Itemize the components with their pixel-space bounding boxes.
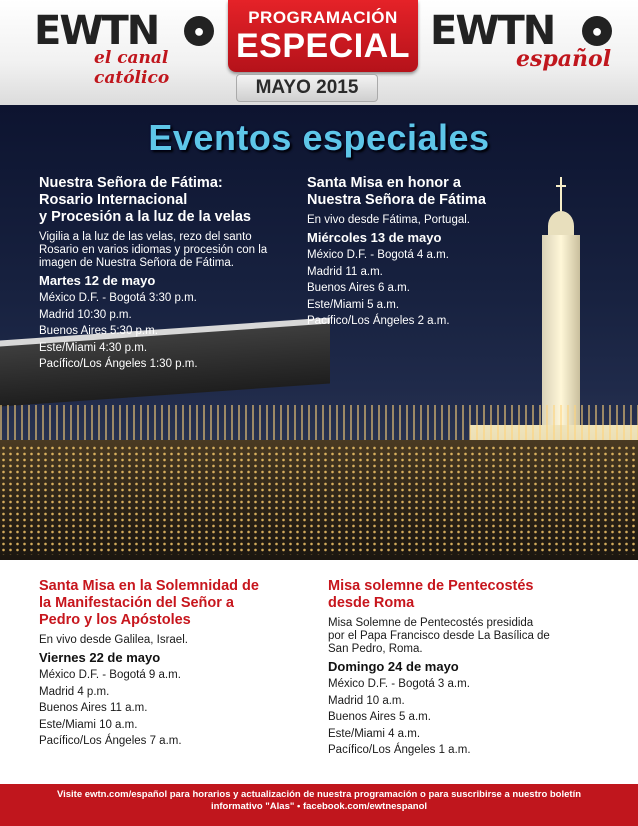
event-time: Este/Miami 4 a.m. (328, 727, 421, 740)
event-description: Vigilia a la luz de las velas, rezo del santo Rosario en varios idiomas y procesión con la imagen de Nuestra Señora de Fátima. (39, 231, 268, 269)
event-title: Misa solemne de Pentecostés desde Roma (328, 578, 534, 611)
logo-tagline: el canal católico (94, 48, 170, 88)
page-title: Eventos especiales (148, 117, 490, 158)
event-time: México D.F. - Bogotá 3:30 p.m. (39, 292, 197, 304)
event-time: Este/Miami 5 a.m. (307, 298, 400, 311)
event-misa-galilea (39, 578, 299, 750)
event-time: México D.F. - Bogotá 9 a.m. (39, 669, 181, 681)
event-time: Madrid 11 a.m. (307, 265, 383, 278)
event-time: Buenos Aires 5 a.m. (328, 711, 431, 723)
event-time: Pacífico/Los Ángeles 1:30 p.m. (39, 358, 198, 370)
event-rosario-fatima (39, 175, 284, 373)
badge-line-2: ESPECIAL (235, 27, 411, 65)
event-misa-fatima (307, 175, 557, 330)
crowd-candles (0, 445, 638, 555)
ewtn-catolico-logo (34, 8, 220, 88)
month-badge: MAYO 2015 (236, 74, 378, 102)
event-title: Santa Misa en honor a Nuestra Señora de Fátima (307, 175, 486, 208)
event-misa-pentecostes (328, 578, 598, 759)
event-title: Santa Misa en la Solemnidad de la Manifestación del Señor a Pedro y los Apóstoles (39, 578, 259, 628)
event-title: Nuestra Señora de Fátima: Rosario Internacional y Procesión a la luz de la velas (39, 175, 251, 225)
event-time: Pacífico/Los Ángeles 2 a.m. (307, 315, 450, 327)
footer-bar (0, 784, 638, 826)
event-time: Buenos Aires 11 a.m. (39, 702, 148, 714)
event-time: México D.F. - Bogotá 4 a.m. (307, 249, 449, 261)
footer-text: Visite ewtn.com/español para horarios y actualización de nuestra programación o para suscribirse a nuestro boletín informativo "Alas" • facebook.com/ewtnespanol (56, 789, 582, 812)
event-time: Este/Miami 10 a.m. (39, 718, 138, 731)
event-time: Buenos Aires 6 a.m. (307, 282, 410, 294)
event-time: Pacífico/Los Ángeles 7 a.m. (39, 735, 182, 747)
event-date: Domingo 24 de mayo (328, 659, 459, 674)
event-date: Viernes 22 de mayo (39, 650, 161, 665)
logo-brand: EWTN (430, 8, 555, 54)
programacion-especial-badge (228, 0, 418, 72)
event-description: En vivo desde Galilea, Israel. (39, 634, 188, 646)
event-time: Madrid 10:30 p.m. (39, 308, 132, 321)
ewtn-espanol-logo (430, 10, 616, 70)
logo-brand: EWTN (34, 8, 159, 54)
event-date: Martes 12 de mayo (39, 273, 156, 288)
header (0, 0, 638, 105)
event-description: En vivo desde Fátima, Portugal. (307, 214, 470, 226)
event-description: Misa Solemne de Pentecostés presidida por el Papa Francisco desde La Basílica de San Pedro, Roma. (328, 617, 550, 655)
event-time: Este/Miami 4:30 p.m. (39, 341, 148, 354)
event-time: México D.F. - Bogotá 3 a.m. (328, 678, 470, 690)
badge-line-1: PROGRAMACIÓN (248, 8, 398, 27)
event-time: Madrid 10 a.m. (328, 694, 405, 707)
globe-icon: ● (582, 16, 612, 46)
cross-icon (556, 177, 566, 213)
event-time: Buenos Aires 5:30 p.m. (39, 325, 158, 337)
logo-tagline: español (516, 46, 612, 72)
event-time: Madrid 4 p.m. (39, 685, 110, 698)
event-date: Miércoles 13 de mayo (307, 230, 442, 245)
globe-icon: ● (184, 16, 214, 46)
event-time: Pacífico/Los Ángeles 1 a.m. (328, 744, 471, 756)
